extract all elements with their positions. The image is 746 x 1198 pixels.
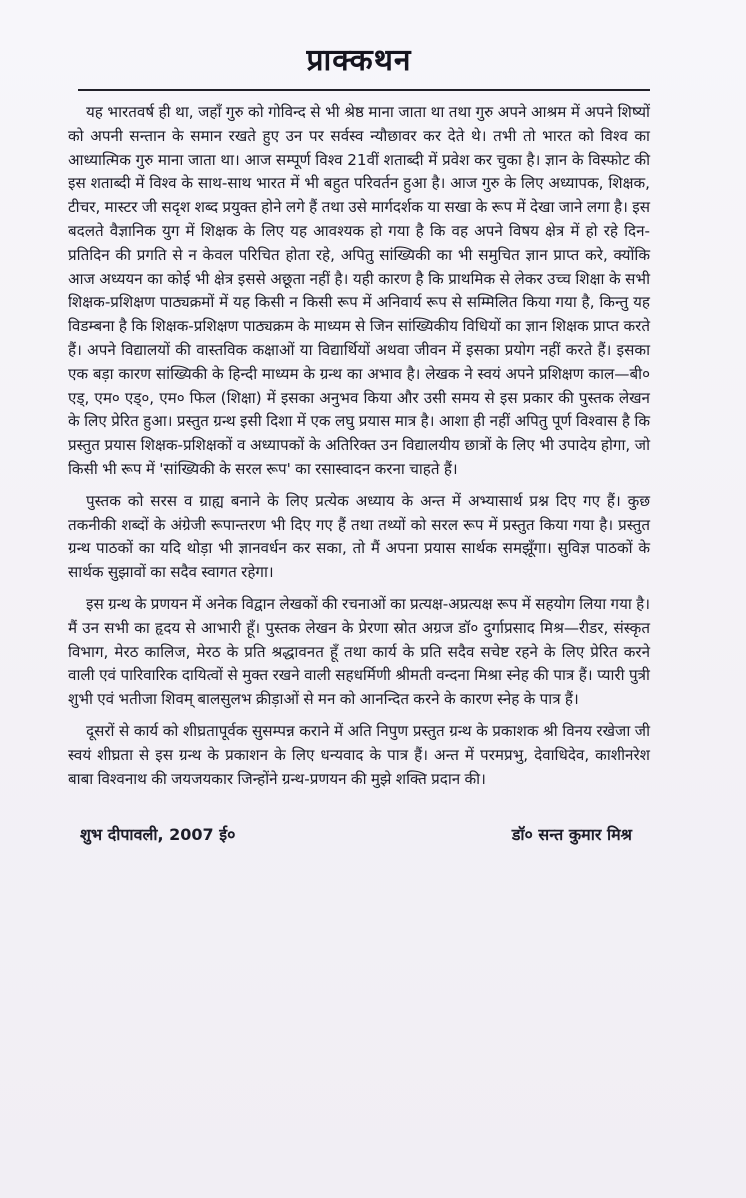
signature-block [68, 823, 650, 845]
paragraph-1: यह भारतवर्ष ही था, जहाँ गुरु को गोविन्द से भी श्रेष्ठ माना जाता था तथा गुरु अपने आश्रम में अपने शिष्यों को अपनी सन्तान के समान रखते हुए उन पर सर्वस्व न्यौछावर कर देते थे। तभी तो भारत को विश्व का आध्यात्मिक गुरु माना जाता था। आज सम्पूर्ण विश्व 21वीं शताब्दी में प्रवेश कर चुका है। ज्ञान के विस्फोट की इस शताब्दी में विश्व के साथ-साथ भारत में भी बहुत परिवर्तन हुआ है। आज गुरु के लिए अध्यापक, शिक्षक, टीचर, मास्टर जी सदृश शब्द प्रयुक्त होने लगे हैं तथा उसे मार्गदर्शक या सखा के रूप में देखा जाने लगा है। इस बदलते वैज्ञानिक युग में शिक्षक के लिए यह आवश्यक हो गया है कि वह अपने विषय क्षेत्र में हो रहे दिन-प्रतिदिन की प्रगति से न केवल परिचित होता रहे, अपितु सांख्यिकी का भी समुचित ज्ञान प्राप्त करे, क्योंकि आज अध्ययन का कोई भी क्षेत्र इससे अछूता नहीं है। यही कारण है कि प्राथमिक से लेकर उच्च शिक्षा के सभी शिक्षक-प्रशिक्षण पाठ्यक्रमों में यह किसी न किसी रूप में अनिवार्य रूप से सम्मिलित किया गया है, किन्तु यह विडम्बना है कि शिक्षक-प्रशिक्षण पाठ्यक्रम के माध्यम से जिन सांख्यिकीय विधियों का ज्ञान शिक्षक प्राप्त करते हैं। अपने विद्यालयों की वास्तविक कक्षाओं या विद्यार्थियों अथवा जीवन में इसका प्रयोग नहीं करते हैं। इसका एक बड़ा कारण सांख्यिकी के हिन्दी माध्यम के ग्रन्थ का अभाव है। लेखक ने स्वयं अपने प्रशिक्षण काल—बी० एड्, एम० एड्०, एम० फिल (शिक्षा) में इसका अनुभव किया और उसी समय से इस प्रकार की पुस्तक लेखन के लिए प्रेरित हुआ। प्रस्तुत ग्रन्थ इसी दिशा में एक लघु प्रयास मात्र है। आशा ही नहीं अपितु पूर्ण विश्वास है कि प्रस्तुत प्रयास शिक्षक-प्रशिक्षकों व अध्यापकों के अतिरिक्त उन विद्यालयीय छात्रों के लिए भी उपादेय होगा, जो किसी भी रूप में 'सांख्यिकी के सरल रूप' का रसास्वादन करना चाहते हैं। [68, 103, 650, 478]
paragraph-2: पुस्तक को सरस व ग्राह्य बनाने के लिए प्रत्येक अध्याय के अन्त में अभ्यासार्थ प्रश्न दिए गए हैं। कुछ तकनीकी शब्दों के अंग्रेजी रूपान्तरण भी दिए गए हैं तथा तथ्यों को सरल रूप में प्रस्तुत किया गया है। प्रस्तुत ग्रन्थ पाठकों का यदि थोड़ा भी ज्ञानवर्धन कर सका, तो मैं अपना प्रयास सार्थक समझूँगा। सुविज्ञ पाठकों के सार्थक सुझावों का सदैव स्वागत रहेगा। [68, 491, 650, 582]
page-title: प्राक्कथन [306, 43, 412, 78]
title-divider [78, 89, 650, 91]
author-name: डॉ० सन्त कुमार मिश्र [511, 825, 632, 845]
paragraph-4: दूसरों से कार्य को शीघ्रतापूर्वक सुसम्पन्न कराने में अति निपुण प्रस्तुत ग्रन्थ के प्रकाशक श्री विनय रखेजा जी स्वयं शीघ्रता से इस ग्रन्थ के प्रकाशन के लिए धन्यवाद के पात्र हैं। अन्त में परमप्रभु, देवाधिदेव, काशीनरेश बाबा विश्वनाथ की जयजयकार जिन्होंने ग्रन्थ-प्रणयन की मुझे शक्ति प्रदान की। [68, 721, 650, 788]
paragraph-3: इस ग्रन्थ के प्रणयन में अनेक विद्वान लेखकों की रचनाओं का प्रत्यक्ष-अप्रत्यक्ष रूप में सहयोग लिया गया है। मैं उन सभी का हृदय से आभारी हूँ। पुस्तक लेखन के प्रेरणा स्रोत अग्रज डॉ० दुर्गाप्रसाद मिश्र—रीडर, संस्कृत विभाग, मेरठ कालिज, मेरठ के प्रति श्रद्धावनत हूँ तथा कार्य के प्रति सदैव सचेष्ट रहने के लिए प्रेरित करने वाली एवं पारिवारिक दायित्वों से मुक्त रखने वाली सहधर्मिणी श्रीमती वन्दना मिश्रा स्नेह की पात्र हैं। प्यारी पुत्री शुभी एवं भतीजा शिवम् बालसुलभ क्रीड़ाओं से मन को आनन्दित करने के कारण स्नेह के पात्र हैं। [68, 594, 650, 709]
date-line: शुभ दीपावली, 2007 ई० [80, 825, 236, 845]
